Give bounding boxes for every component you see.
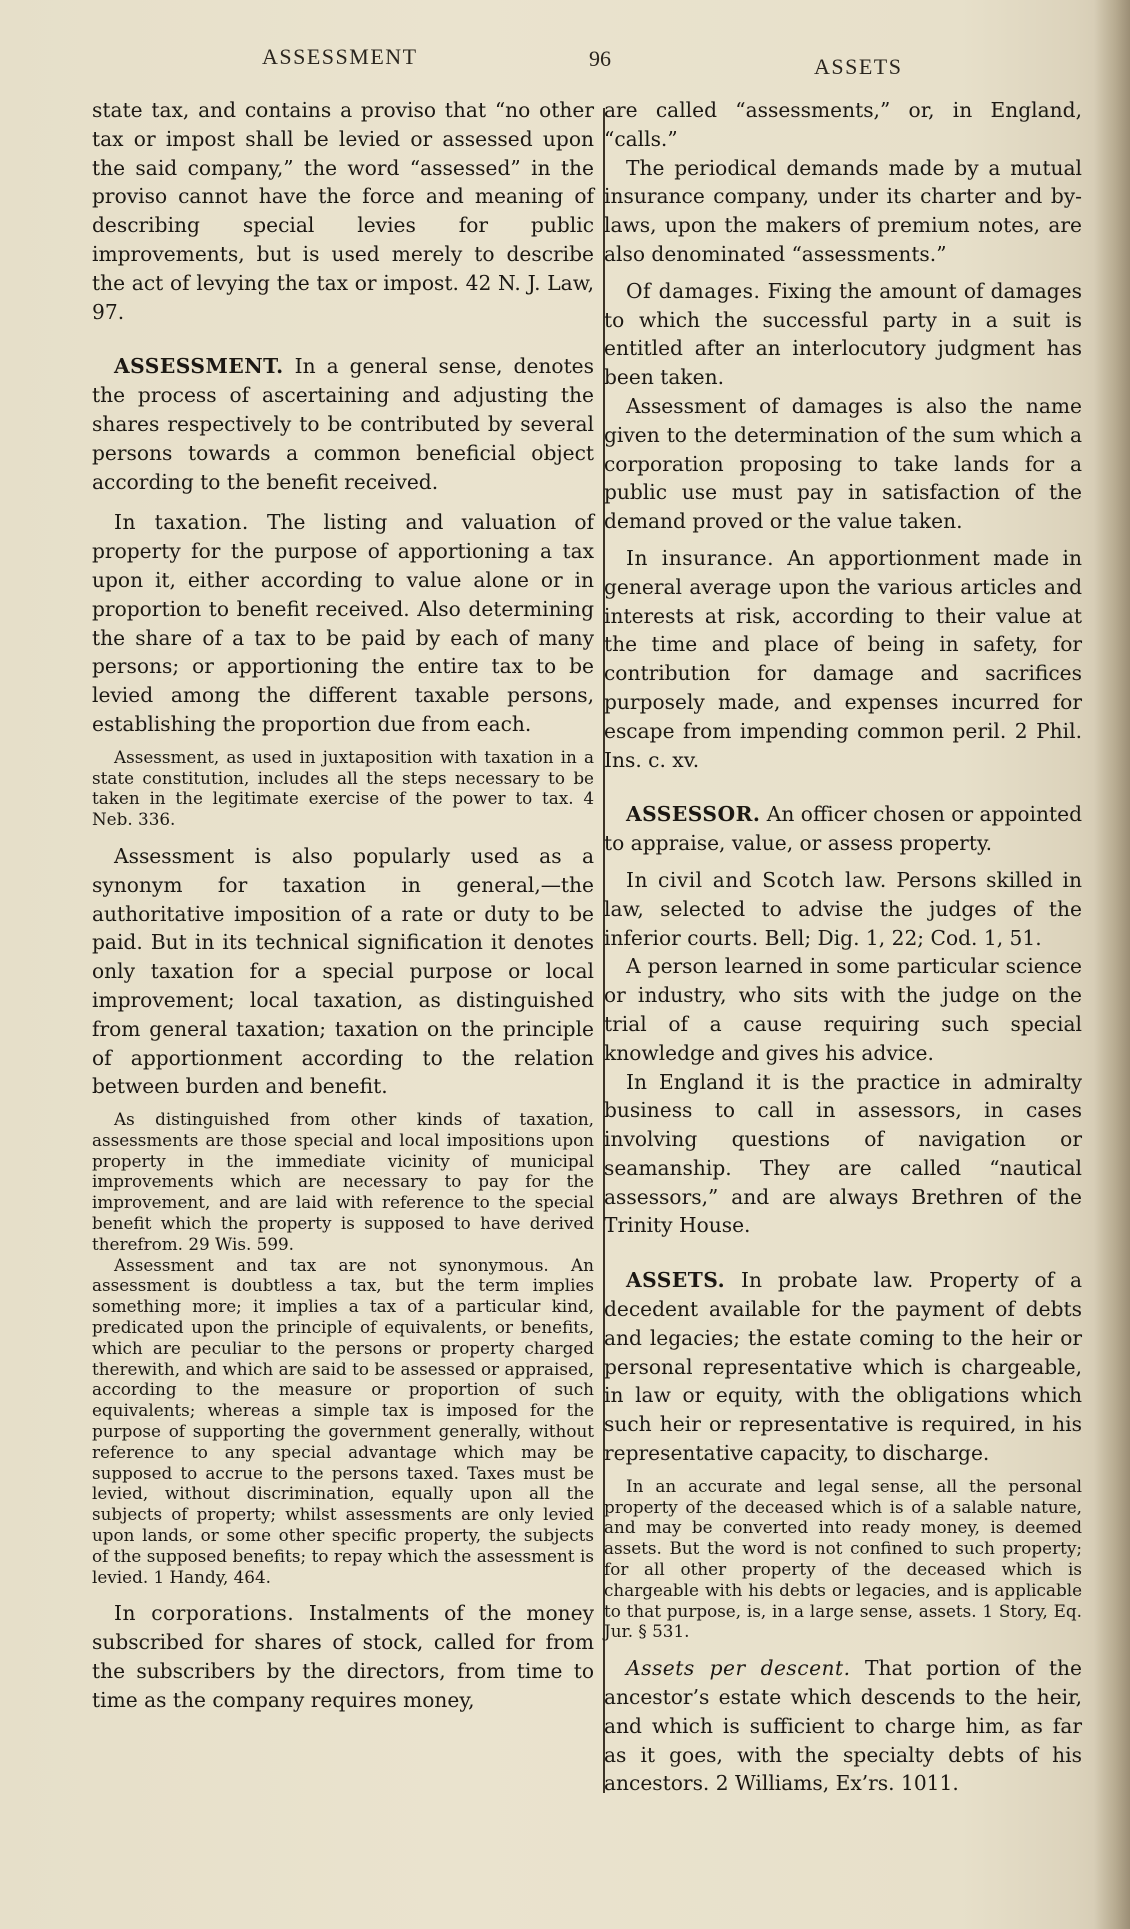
entry-text: That portion of the ancestor’s estate which descends to the heir, and which is sufficient to charge him, as far as it goes, with the specialty debts of his ancestors. 2 Williams, Ex’rs. 1011.: [604, 1656, 1083, 1796]
entry-text: An officer chosen or appointed to appraise, value, or assess property.: [604, 802, 1082, 856]
headword: ASSESSOR.: [626, 802, 761, 827]
entry-text: In probate law. Property of a decedent available for the payment of debts and legacies; the estate coming to the heir or personal representative which is chargeable, in law or equity, with the obligations which such heir or representative is required, in his representative capacity, to discharge.: [604, 1268, 1082, 1466]
subhead: Assets per descent.: [626, 1656, 851, 1681]
subhead: In taxation.: [114, 510, 249, 535]
sub-entry: [604, 866, 1082, 952]
subhead: In civil and Scotch law.: [626, 867, 887, 892]
header-right-guideword: ASSETS: [814, 54, 903, 79]
dictionary-entry: [604, 1266, 1082, 1468]
entry-text: In a general sense, denotes the process of ascertaining and adjusting the shares respectively to be contributed by several persons towards a common beneficial object according to the benefit received.: [92, 354, 594, 494]
paragraph: state tax, and contains a proviso that “no other tax or impost shall be levied or assessed upon the said company,” the word “assessed” in the proviso cannot have the force and meaning of describing special levies for public improvements, but is used merely to describe the act of levying the tax or impost. 42 N. J. Law, 97.: [92, 98, 594, 324]
sub-entry: [92, 1599, 594, 1714]
right-column: [604, 96, 1082, 1798]
paragraph: Assessment is also popularly used as a synonym for taxation in general,—the authoritative imposition of a rate or duty to be paid. But in its technical signification it denotes only taxation for a special purpose or local improvement; local taxation, as distinguished from general taxation; taxation on the principle of apportionment according to the relation between burden and benefit.: [92, 843, 594, 1099]
sub-entry: [604, 544, 1082, 774]
entry-text: An apportionment made in general average upon the various articles and interests at risk, according to their value at the time and place of being in safety, for contribution for damage and sacrifices purposely made, and expenses incurred for escape from impending common peril. 2 Phil. Ins. c. xv.: [604, 545, 1082, 772]
entry-text: Fixing the amount of damages to which the successful party in a suit is entitled after an interlocutory judgment has been taken.: [604, 278, 1082, 390]
subhead: In corporations.: [114, 1601, 295, 1626]
dictionary-entry: [604, 800, 1082, 858]
entry-text: Persons skilled in law, selected to advise the judges of the inferior courts. Bell; Dig. 1, 22; Cod. 1, 51.: [604, 867, 1082, 950]
paragraph: Assessment of damages is also the name given to the determination of the sum which a corporation proposing to take lands for a public use must pay in satisfaction of the demand proved or the value taken.: [604, 393, 1082, 534]
sub-entry: [604, 1654, 1082, 1798]
entry-text: The listing and valuation of property for the purpose of apportioning a tax upon it, either according to value alone or in proportion to benefit received. Also determining the share of a tax to be paid by each of many persons; or apportioning the entire tax to be levied among the different taxable persons, establishing the proportion due from each.: [92, 510, 594, 736]
binding-shadow: [1094, 0, 1130, 1929]
paragraph: In England it is the practice in admiralty business to call in assessors, in cases involving questions of navigation or seamanship. They are called “nautical assessors,” and are always Brethren of the Trinity House.: [604, 1069, 1082, 1238]
header-left-guideword: ASSESSMENT: [262, 44, 418, 69]
left-column: [92, 96, 594, 1715]
small-print-paragraph: As distinguished from other kinds of taxation, assessments are those special and local impositions upon property in the immediate vicinity of municipal improvements which are necessary to pay for the improvement, and are laid with reference to the special benefit which the property is supposed to have derived therefrom. 29 Wis. 599.: [92, 1109, 594, 1254]
subhead: Of damages.: [626, 278, 761, 303]
sub-entry: [604, 277, 1082, 392]
page-number: 96: [589, 46, 611, 71]
paragraph: are called “assessments,” or, in England, “calls.”: [604, 98, 1082, 151]
headword: ASSESSMENT.: [114, 354, 284, 379]
dictionary-entry: [92, 352, 594, 496]
sub-entry: [92, 508, 594, 738]
subhead: In insurance.: [626, 545, 774, 570]
small-print-paragraph: Assessment and tax are not synonymous. An assessment is doubtless a tax, but the term implies something more; it implies a tax of a particular kind, predicated upon the principle of equivalents, or benefits, which are peculiar to the persons or property charged therewith, and which are said to be assessed or appraised, according to the measure or proportion of such equivalents; whereas a simple tax is imposed for the purpose of supporting the government generally, without reference to any special advantage which may be supposed to accrue to the persons taxed. Taxes must be levied, without discrimination, equally upon all the subjects of property; whilst assessments are only levied upon lands, or some other specific property, the subjects of the supposed benefits; to repay which the assessment is levied. 1 Handy, 464.: [92, 1254, 594, 1587]
running-header: [0, 42, 1130, 82]
headword: ASSETS.: [626, 1268, 726, 1293]
entry-text: Instalments of the money subscribed for shares of stock, called for from the subscribers by the directors, from time to time as the company requires money,: [92, 1601, 594, 1712]
paragraph: A person learned in some particular science or industry, who sits with the judge on the trial of a cause requiring such special knowledge and gives his advice.: [604, 954, 1082, 1065]
paragraph: The periodical demands made by a mutual insurance company, under its charter and by-laws, upon the makers of premium notes, are also denominated “assessments.”: [604, 155, 1082, 266]
small-print-paragraph: Assessment, as used in juxtaposition with taxation in a state constitution, includes all the steps necessary to be taken in the legitimate exercise of the power to tax. 4 Neb. 336.: [92, 746, 594, 830]
small-print-paragraph: In an accurate and legal sense, all the personal property of the deceased which is of a salable nature, and may be converted into ready money, is deemed assets. But the word is not confined to such property; for all other property of the deceased which is chargeable with his debts or legacies, and is applicable to that purpose, is, in a large sense, assets. 1 Story, Eq. Jur. § 531.: [604, 1475, 1082, 1642]
